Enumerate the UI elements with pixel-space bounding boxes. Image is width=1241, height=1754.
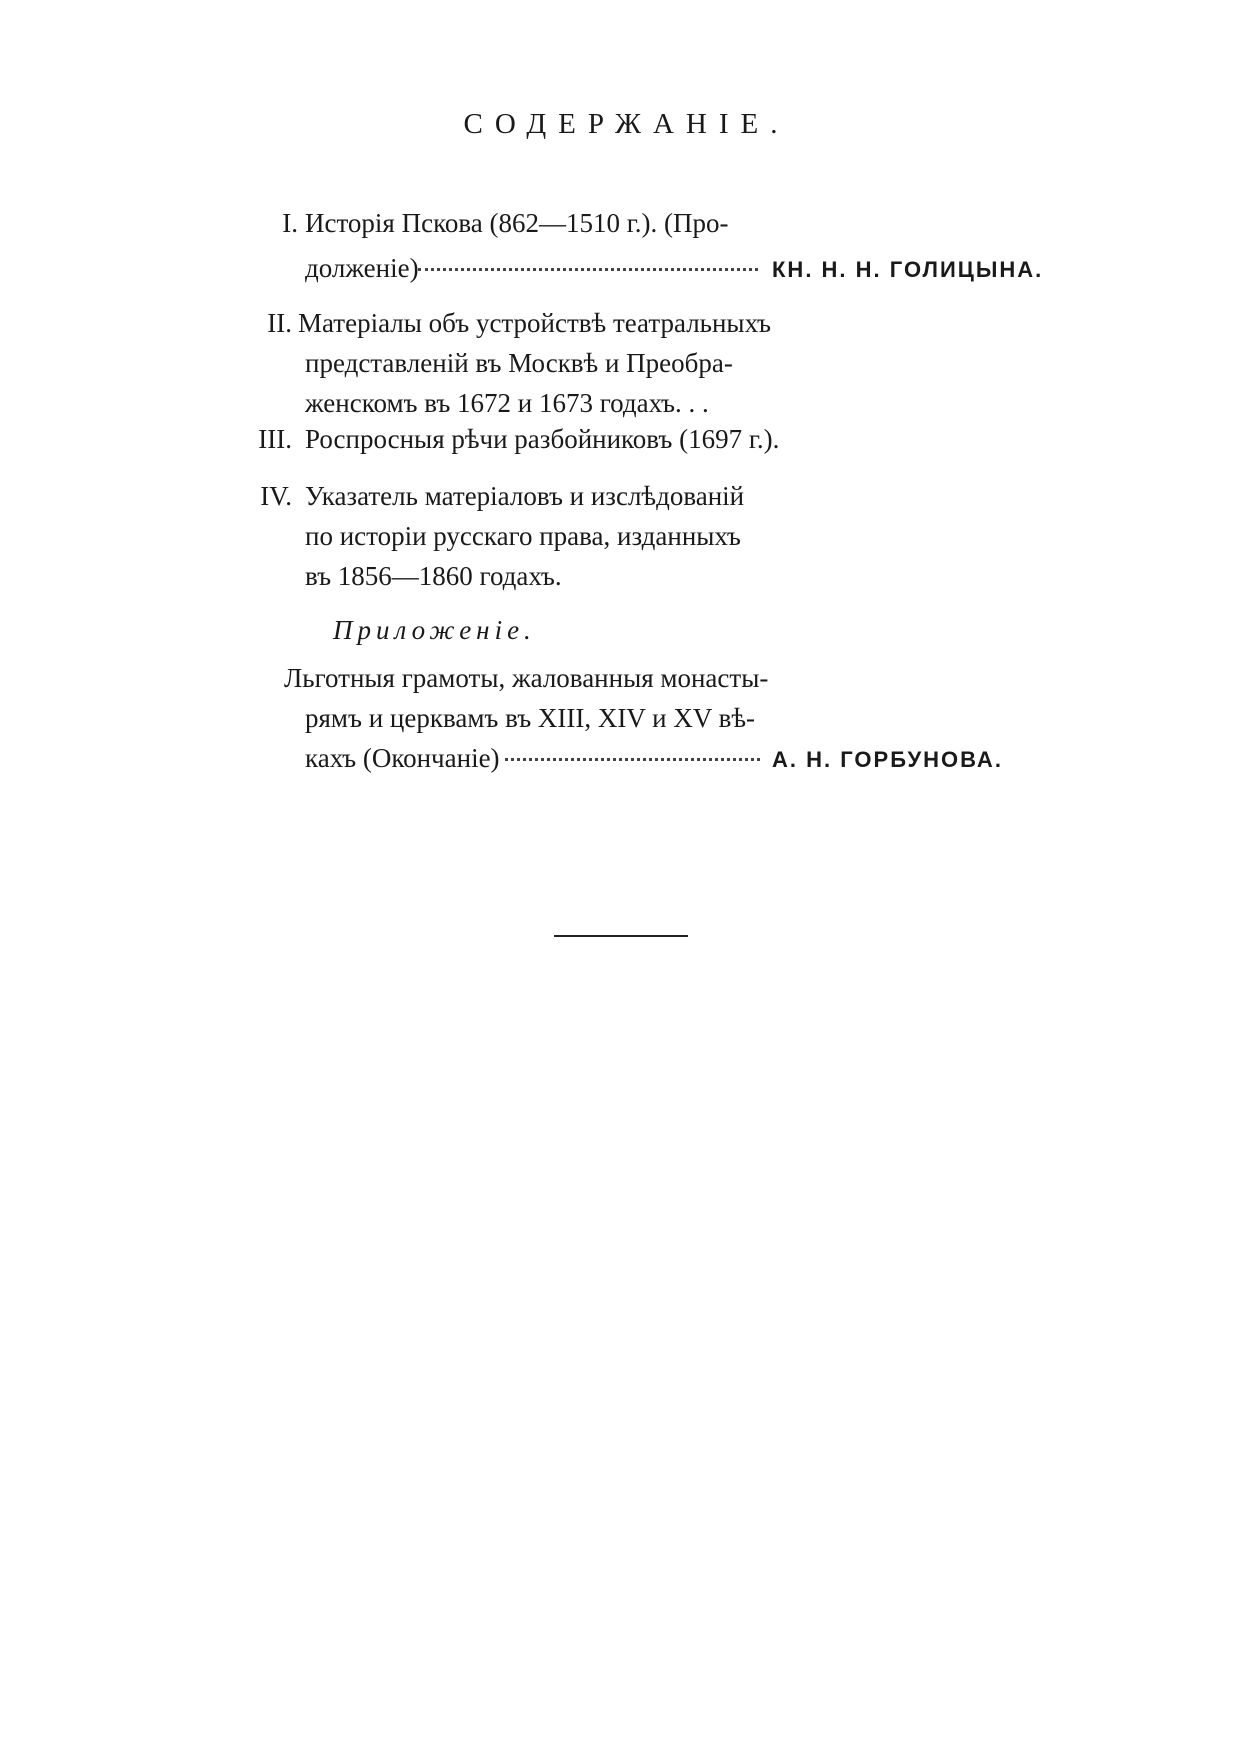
entry-title-line: долженіе) [305, 253, 419, 283]
page-title: СОДЕРЖАНІЕ. [463, 108, 790, 140]
entry-title-line: рямъ и церквамъ въ XIII, XIV и XV вѣ- [305, 703, 756, 733]
entry-title-line: по исторіи русскаго права, изданныхъ [305, 521, 741, 551]
appendix-heading: Приложеніе. [333, 615, 536, 645]
entry-title-line: Роспросныя рѣчи разбойниковъ (1697 г.). [305, 424, 780, 454]
entry-title-line: Матеріалы объ устройствѣ театральныхъ [298, 308, 772, 338]
entry-numeral: II. [267, 308, 292, 338]
entry-title-line: Указатель матеріаловъ и изслѣдованій [305, 481, 745, 511]
entry-title-line: кахъ (Окончаніе) [305, 743, 500, 773]
entry-numeral: IV. [260, 481, 292, 511]
section-divider [554, 935, 688, 937]
entry-title-line: представленій въ Москвѣ и Преобра- [305, 348, 733, 378]
entry-author: КН. Н. Н. ГОЛИЦЫНА. [772, 257, 1044, 282]
entry-title-line: Льготныя грамоты, жалованныя монасты- [284, 663, 769, 693]
entry-title-line: Исторія Пскова (862—1510 г.). (Про- [305, 208, 729, 238]
entry-numeral: III. [258, 424, 292, 454]
entry-author: А. Н. ГОРБУНОВА. [772, 747, 1003, 772]
dot-leader [418, 266, 758, 271]
entry-numeral: I. [282, 208, 298, 238]
entry-title-line: женскомъ въ 1672 и 1673 годахъ. . . [305, 388, 709, 418]
entry-title-line: въ 1856—1860 годахъ. [305, 561, 562, 591]
dot-leader [505, 756, 760, 761]
